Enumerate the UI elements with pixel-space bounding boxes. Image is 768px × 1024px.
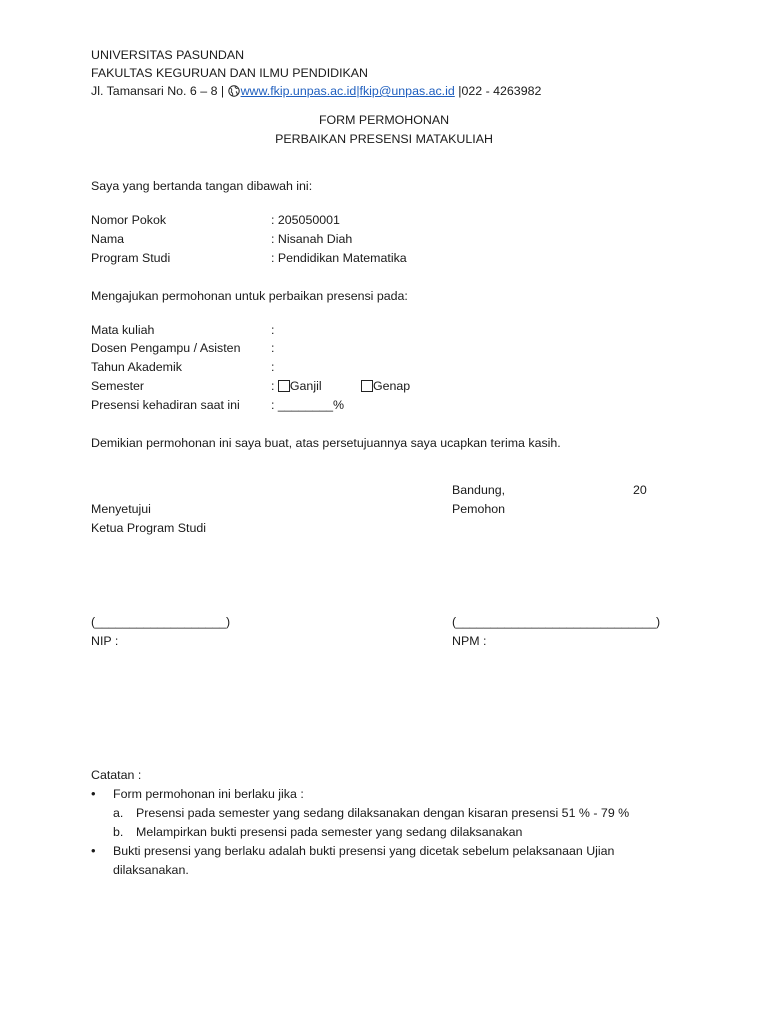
approver-signature-line: (___________________): [91, 615, 231, 629]
notes-bullet-2-line-1: Bukti presensi yang berlaku adalah bukti presensi yang dicetak sebelum pelaksanaan Ujian: [113, 844, 615, 858]
phone-text: |022 - 4263982: [458, 84, 542, 98]
approver-role: Ketua Program Studi: [91, 521, 207, 535]
attendance-value[interactable]: : ________%: [271, 398, 345, 412]
signature-place: Bandung,: [452, 483, 506, 497]
course-label-tahun-akademik: Tahun Akademik: [91, 360, 182, 374]
course-label-mata-kuliah: Mata kuliah: [91, 323, 155, 337]
applicant-signature-line: (_____________________________): [452, 615, 661, 629]
semester-colon: :: [271, 379, 275, 393]
course-label-dosen: Dosen Pengampu / Asisten: [91, 341, 241, 355]
bullet-1-icon: •: [91, 786, 96, 801]
npm-label: NPM :: [452, 634, 487, 648]
request-intro: Mengajukan permohonan untuk perbaikan presensi pada:: [91, 289, 408, 303]
genap-checkbox[interactable]: [361, 380, 373, 392]
form-subtitle: PERBAIKAN PRESENSI MATAKULIAH: [275, 132, 493, 146]
applicant-role: Pemohon: [452, 502, 506, 516]
form-title: FORM PERMOHONAN: [318, 113, 450, 127]
closing-statement: Demikian permohonan ini saya buat, atas persetujuannya saya ucapkan terima kasih.: [91, 436, 561, 450]
ganjil-label: Ganjil: [289, 379, 322, 393]
sub-a-marker: a.: [113, 806, 124, 820]
course-value-tahun-akademik[interactable]: :: [271, 360, 275, 374]
address-line: [91, 82, 541, 100]
course-value-mata-kuliah[interactable]: :: [271, 323, 275, 337]
identity-label-nama: Nama: [91, 232, 125, 246]
nip-label: NIP :: [91, 634, 119, 648]
address-text: Jl. Tamansari No. 6 – 8 |: [91, 84, 225, 98]
identity-value-nama: : Nisanah Diah: [271, 232, 353, 246]
notes-bullet-2-line-2: dilaksanakan.: [113, 863, 189, 877]
genap-option: [361, 377, 410, 395]
identity-value-program-studi: : Pendidikan Matematika: [271, 251, 407, 265]
ganjil-checkbox[interactable]: [278, 380, 290, 392]
identity-value-nomor-pokok: : 205050001: [271, 213, 340, 227]
signature-year: 20: [633, 483, 647, 497]
genap-label: Genap: [373, 379, 411, 393]
semester-options: [271, 377, 322, 395]
university-name: UNIVERSITAS PASUNDAN: [91, 48, 245, 62]
notes-bullet-1: Form permohonan ini berlaku jika :: [113, 787, 304, 801]
notes-sub-a: Presensi pada semester yang sedang dilaksanakan dengan kisaran presensi 51 % - 79 %: [136, 806, 630, 820]
globe-icon: [228, 84, 240, 96]
semester-label: Semester: [91, 379, 145, 393]
approve-label: Menyetujui: [91, 502, 151, 516]
identity-label-nomor-pokok: Nomor Pokok: [91, 213, 167, 227]
course-value-dosen[interactable]: :: [271, 341, 275, 355]
attendance-label: Presensi kehadiran saat ini: [91, 398, 240, 412]
intro-text: Saya yang bertanda tangan dibawah ini:: [91, 179, 313, 193]
identity-label-program-studi: Program Studi: [91, 251, 171, 265]
notes-title: Catatan :: [91, 768, 142, 782]
website-link[interactable]: www.fkip.unpas.ac.id: [240, 84, 357, 98]
notes-sub-b: Melampirkan bukti presensi pada semester yang sedang dilaksanakan: [136, 825, 523, 839]
sub-b-marker: b.: [113, 825, 124, 839]
link-separator: |: [356, 84, 360, 98]
bullet-2-icon: •: [91, 843, 96, 858]
email-link[interactable]: fkip@unpas.ac.id: [359, 84, 455, 98]
faculty-name: FAKULTAS KEGURUAN DAN ILMU PENDIDIKAN: [91, 66, 369, 80]
